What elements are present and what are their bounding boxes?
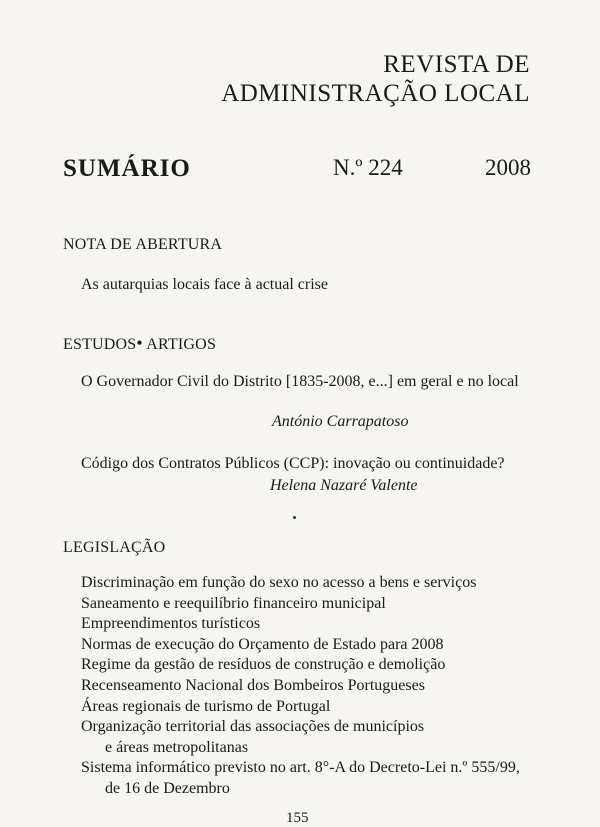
- toc-entry: Código dos Contratos Públicos (CCP): inovação ou continuidade?: [81, 455, 505, 472]
- summary-title: SUMÁRIO: [63, 155, 191, 182]
- issue-number: N.º 224: [333, 155, 403, 180]
- list-item: Áreas regionais de turismo de Portugal: [81, 697, 331, 715]
- section-heading-estudos: [63, 333, 216, 354]
- summary-header: [63, 155, 531, 191]
- magazine-title-line-2: ADMINISTRAÇÃO LOCAL: [221, 80, 530, 107]
- toc-entry: O Governador Civil do Distrito [1835-2008, e...] em geral e no local: [81, 373, 519, 390]
- list-item: Organização territorial das associações de municípios: [81, 718, 425, 736]
- magazine-title-line-1: REVISTA DE: [383, 51, 530, 78]
- page-number: 155: [286, 810, 309, 826]
- section-heading-estudos-part2: ARTIGOS: [146, 336, 217, 353]
- section-heading-nota: NOTA DE ABERTURA: [63, 236, 223, 253]
- section-heading-estudos-part1: ESTUDOS: [63, 336, 137, 353]
- legislation-list: [81, 573, 561, 800]
- bullet-icon: •: [136, 333, 143, 353]
- toc-entry: As autarquias locais face à actual crise: [81, 276, 328, 293]
- list-item-continuation: e áreas metropolitanas: [105, 738, 249, 756]
- list-item: Sistema informático previsto no art. 8°-A do Decreto-Lei n.º 555/99,: [81, 759, 520, 777]
- list-item: Recenseamento Nacional dos Bombeiros Portugueses: [81, 676, 425, 694]
- toc-author: Helena Nazaré Valente: [270, 477, 418, 494]
- section-heading-legislacao: LEGISLAÇÃO: [63, 539, 166, 556]
- issue-year: 2008: [485, 155, 531, 180]
- list-item: Saneamento e reequilíbrio financeiro municipal: [81, 594, 386, 612]
- list-item: Discriminação em função do sexo no acesso a bens e serviços: [81, 574, 477, 591]
- toc-author: António Carrapatoso: [272, 413, 409, 430]
- magazine-title: [221, 50, 530, 108]
- list-item: Normas de execução do Orçamento de Estado para 2008: [81, 635, 444, 653]
- list-item-continuation: de 16 de Dezembro: [105, 779, 230, 797]
- ink-speck: [293, 516, 296, 519]
- list-item: Regime da gestão de resíduos de construção e demolição: [81, 656, 446, 674]
- list-item: Empreendimentos turísticos: [81, 615, 261, 633]
